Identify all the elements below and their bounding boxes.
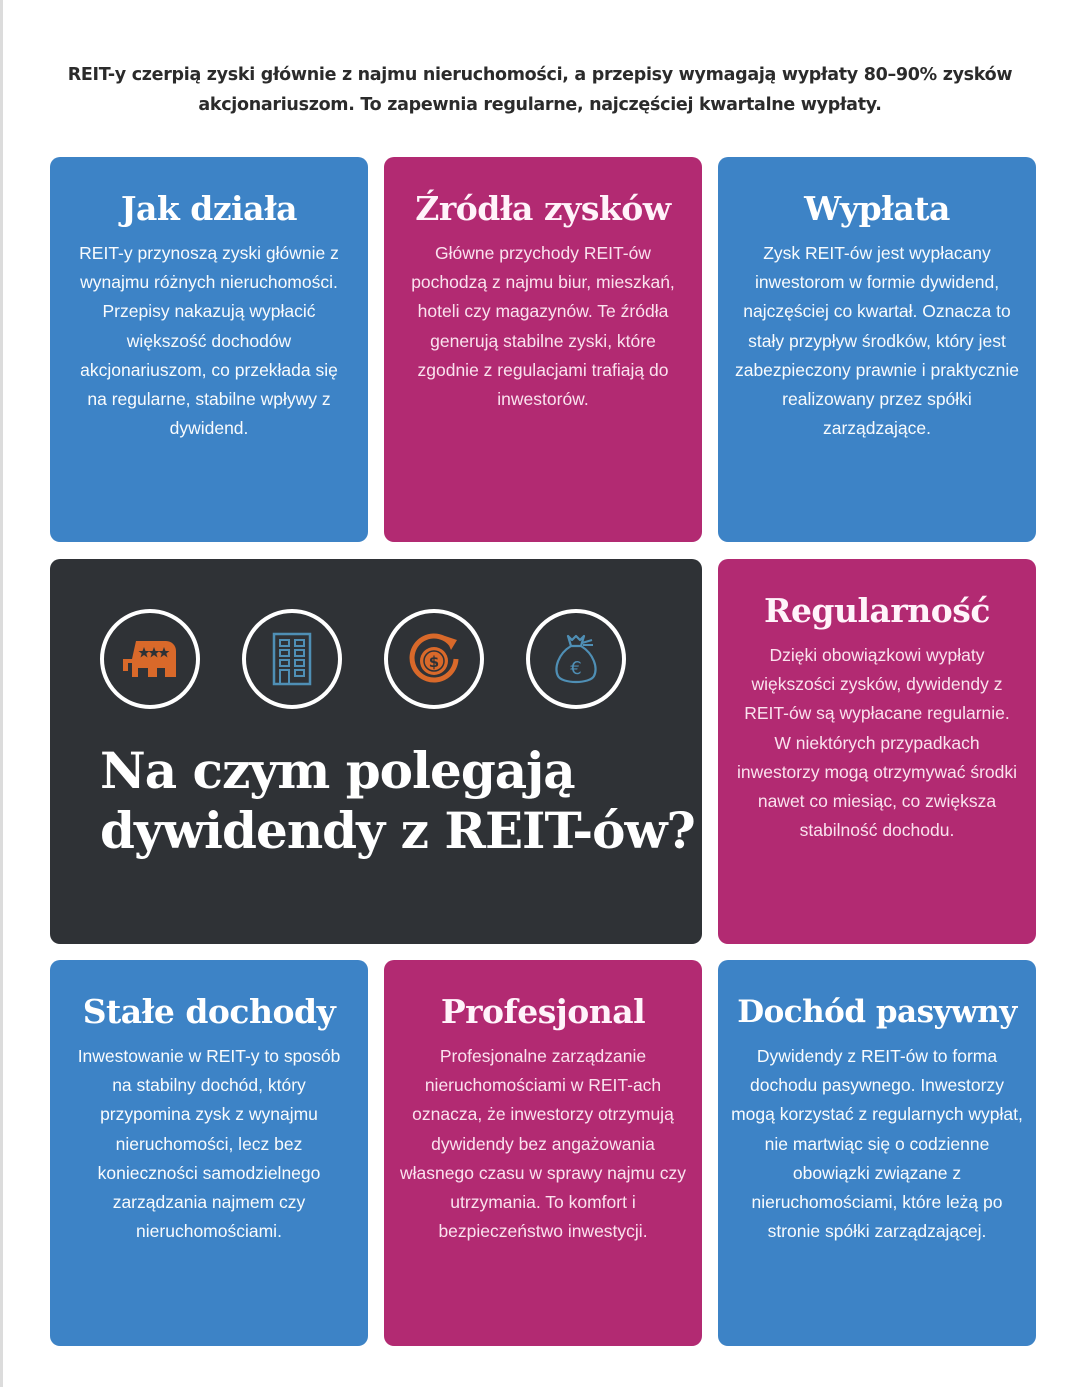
card-title: Dochód pasywny (737, 994, 1017, 1030)
icon-circle (100, 609, 200, 709)
svg-text:€: € (570, 658, 582, 679)
icon-row (100, 609, 626, 709)
card-title: Wypłata (804, 189, 950, 228)
card-text: Dywidendy z REIT-ów to forma dochodu pasywnego. Inwestorzy mogą korzystać z regularnych wypłat, nie martwiąc się o codzienne obowiązki związane z nieruchomościami, które leżą po stronie spółki zarządzającej. (731, 1046, 1023, 1242)
card-title: Profesjonal (440, 992, 646, 1031)
hero-title-line1: Na czym polegają (100, 741, 575, 800)
svg-text:$: $ (428, 653, 440, 671)
card-title: Jak działa (120, 189, 298, 228)
hero-title-line2: dywidendy z REIT-ów? (100, 801, 695, 860)
icon-circle (526, 609, 626, 709)
card-jak-dziala (50, 157, 368, 542)
card-text: Dzięki obowiązkowi wypłaty większości zysków, dywidendy z REIT-ów są wypłacane regularnie. W niektórych przypadkach inwestorzy mogą otrzymywać środki nawet co miesiąc, co zwiększa stabilność dochodu. (736, 645, 1018, 841)
intro-text: REIT-y czerpią zyski głównie z najmu nieruchomości, a przepisy wymagają wypłaty 80–90% zysków akcjonariuszom. To zapewnia regularne, najczęściej kwartalne wypłaty. (67, 65, 1013, 115)
card-dochod-pasywny (718, 960, 1036, 1346)
building-icon (272, 632, 312, 686)
card-text: Główne przychody REIT-ów pochodzą z najmu biur, mieszkań, hoteli czy magazynów. Te źródła generują stabilne zyski, które zgodnie z regulacjami trafiają do inwestorów. (411, 243, 675, 410)
card-text: Inwestowanie w REIT-y to sposób na stabilny dochód, który przypomina zysk z wynajmu nieruchomości, lecz bez konieczności samodzielnego zarządzania najmem czy nieruchomościami. (77, 1046, 341, 1242)
card-title: Źródła zysków (415, 189, 671, 228)
icon-circle (384, 609, 484, 709)
hero-title (100, 741, 700, 861)
icon-circle (242, 609, 342, 709)
card-text: Zysk REIT-ów jest wypłacany inwestorom w formie dywidend, najczęściej co kwartał. Oznacza to stały przypływ środków, który jest zabezpieczony prawnie i praktycznie realizowany przez spółki zarządzające. (734, 243, 1020, 439)
card-text: REIT-y przynoszą zyski głównie z wynajmu różnych nieruchomości. Przepisy nakazują wypłacić większość dochodów akcjonariuszom, co przekłada się na regularne, stabilne wpływy z dywidend. (79, 243, 339, 439)
card-profesjonal (384, 960, 702, 1346)
hero-card (50, 559, 702, 944)
elephant-icon (122, 639, 178, 679)
card-wyplata (718, 157, 1036, 542)
card-text: Profesjonalne zarządzanie nieruchomościami w REIT-ach oznacza, że inwestorzy otrzymują dywidendy bez angażowania własnego czasu w sprawy najmu czy utrzymania. To komfort i bezpieczeństwo inwestycji. (400, 1046, 686, 1242)
page-left-border (0, 0, 3, 1387)
card-zrodla-zyskow (384, 157, 702, 542)
card-stale-dochody (50, 960, 368, 1346)
euro-moneybag-icon (552, 632, 600, 686)
card-title: Regularność (764, 591, 990, 630)
card-title: Stałe dochody (82, 992, 336, 1031)
dollar-cycle-icon (407, 632, 461, 686)
card-regularnosc (718, 559, 1036, 944)
